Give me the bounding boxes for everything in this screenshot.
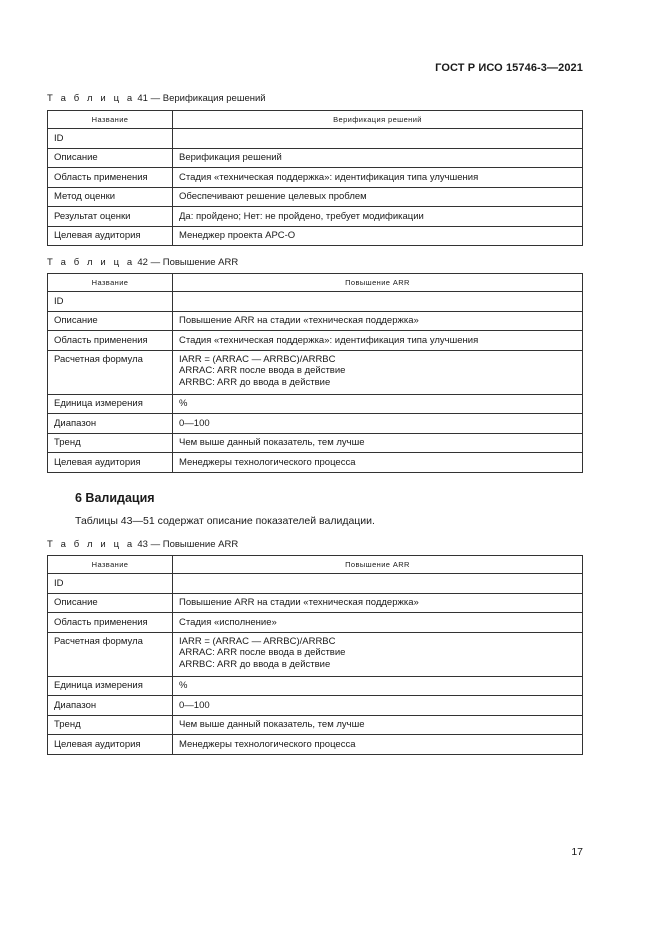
row-name: Область применения	[48, 613, 173, 633]
row-value: Стадия «техническая поддержка»: идентификация типа улучшения	[173, 331, 583, 351]
table-row	[48, 394, 583, 414]
row-name: Тренд	[48, 715, 173, 735]
row-name: Целевая аудитория	[48, 226, 173, 246]
row-name: Метод оценки	[48, 187, 173, 207]
table-row	[48, 207, 583, 227]
row-name: Описание	[48, 311, 173, 331]
row-value: Верификация решений	[173, 148, 583, 168]
table-row	[48, 715, 583, 735]
table-label: Т а б л и ц а	[47, 257, 135, 268]
row-name: ID	[48, 574, 173, 594]
table-row	[48, 226, 583, 246]
row-value: Стадия «исполнение»	[173, 613, 583, 633]
table-row	[48, 593, 583, 613]
column-header-name: Название	[48, 556, 173, 574]
column-header-value: Верификация решений	[173, 111, 583, 129]
table-title: — Повышение ARR	[150, 539, 239, 550]
formula-line: ARRAC: ARR после ввода в действие	[179, 365, 346, 376]
table-43-caption	[47, 539, 238, 550]
row-value: %	[173, 394, 583, 414]
row-name: Расчетная формула	[48, 632, 173, 676]
row-value: Стадия «техническая поддержка»: идентификация типа улучшения	[173, 168, 583, 188]
row-name: Расчетная формула	[48, 350, 173, 394]
row-value: Повышение ARR на стадии «техническая поддержка»	[173, 593, 583, 613]
row-value: 0—100	[173, 696, 583, 716]
row-name: Описание	[48, 148, 173, 168]
row-name: Описание	[48, 593, 173, 613]
row-value: Повышение ARR на стадии «техническая поддержка»	[173, 311, 583, 331]
row-name: Область применения	[48, 168, 173, 188]
row-value: Менеджеры технологического процесса	[173, 735, 583, 755]
table-43	[47, 555, 583, 755]
table-number: 41	[137, 93, 148, 104]
table-row	[48, 613, 583, 633]
row-name: Результат оценки	[48, 207, 173, 227]
table-row	[48, 292, 583, 312]
table-row	[48, 187, 583, 207]
table-row	[48, 350, 583, 394]
table-row	[48, 574, 583, 594]
row-value	[173, 292, 583, 312]
row-value-formula	[173, 632, 583, 676]
table-row	[48, 331, 583, 351]
column-header-name: Название	[48, 111, 173, 129]
table-row	[48, 676, 583, 696]
row-value: Чем выше данный показатель, тем лучше	[173, 715, 583, 735]
table-41	[47, 110, 583, 246]
row-value: Чем выше данный показатель, тем лучше	[173, 433, 583, 453]
formula-line: IARR = (ARRAC — ARRBC)/ARRBC	[179, 353, 336, 365]
table-row	[48, 735, 583, 755]
table-row	[48, 632, 583, 676]
table-row	[48, 453, 583, 473]
page-number: 17	[571, 846, 583, 858]
section-paragraph: Таблицы 43—51 содержат описание показателей валидации.	[75, 515, 375, 527]
table-label: Т а б л и ц а	[47, 93, 135, 104]
formula-line: IARR = (ARRAC — ARRBC)/ARRBC	[179, 635, 336, 647]
row-name: Целевая аудитория	[48, 453, 173, 473]
row-name: Диапазон	[48, 696, 173, 716]
table-41-caption	[47, 93, 266, 104]
row-name: Единица измерения	[48, 676, 173, 696]
row-value: 0—100	[173, 414, 583, 434]
row-value: Менеджер проекта АРС-О	[173, 226, 583, 246]
row-name: Целевая аудитория	[48, 735, 173, 755]
column-header-value: Повышение ARR	[173, 556, 583, 574]
row-name: Диапазон	[48, 414, 173, 434]
table-42	[47, 273, 583, 473]
table-number: 42	[137, 257, 148, 268]
table-row	[48, 168, 583, 188]
row-value: Да: пройдено; Нет: не пройдено, требует модификации	[173, 207, 583, 227]
row-value	[173, 574, 583, 594]
table-row	[48, 148, 583, 168]
table-row	[48, 129, 583, 149]
document-standard-header: ГОСТ Р ИСО 15746-3—2021	[435, 62, 583, 74]
row-value-formula	[173, 350, 583, 394]
row-name: ID	[48, 292, 173, 312]
row-name: Область применения	[48, 331, 173, 351]
table-row	[48, 414, 583, 434]
row-name: Единица измерения	[48, 394, 173, 414]
column-header-name: Название	[48, 274, 173, 292]
row-value: %	[173, 676, 583, 696]
row-name: Тренд	[48, 433, 173, 453]
row-value	[173, 129, 583, 149]
row-name: ID	[48, 129, 173, 149]
row-value: Обеспечивают решение целевых проблем	[173, 187, 583, 207]
formula-line: ARRAC: ARR после ввода в действие	[179, 647, 346, 658]
table-row	[48, 696, 583, 716]
row-value: Менеджеры технологического процесса	[173, 453, 583, 473]
table-label: Т а б л и ц а	[47, 539, 135, 550]
formula-line: ARRBC: ARR до ввода в действие	[179, 658, 331, 670]
section-heading: 6 Валидация	[75, 491, 155, 505]
table-row	[48, 433, 583, 453]
table-number: 43	[137, 539, 148, 550]
column-header-value: Повышение ARR	[173, 274, 583, 292]
table-title: — Повышение ARR	[150, 257, 239, 268]
table-title: — Верификация решений	[150, 93, 266, 104]
table-row	[48, 311, 583, 331]
table-42-caption	[47, 257, 238, 268]
formula-line: ARRBC: ARR до ввода в действие	[179, 376, 331, 388]
